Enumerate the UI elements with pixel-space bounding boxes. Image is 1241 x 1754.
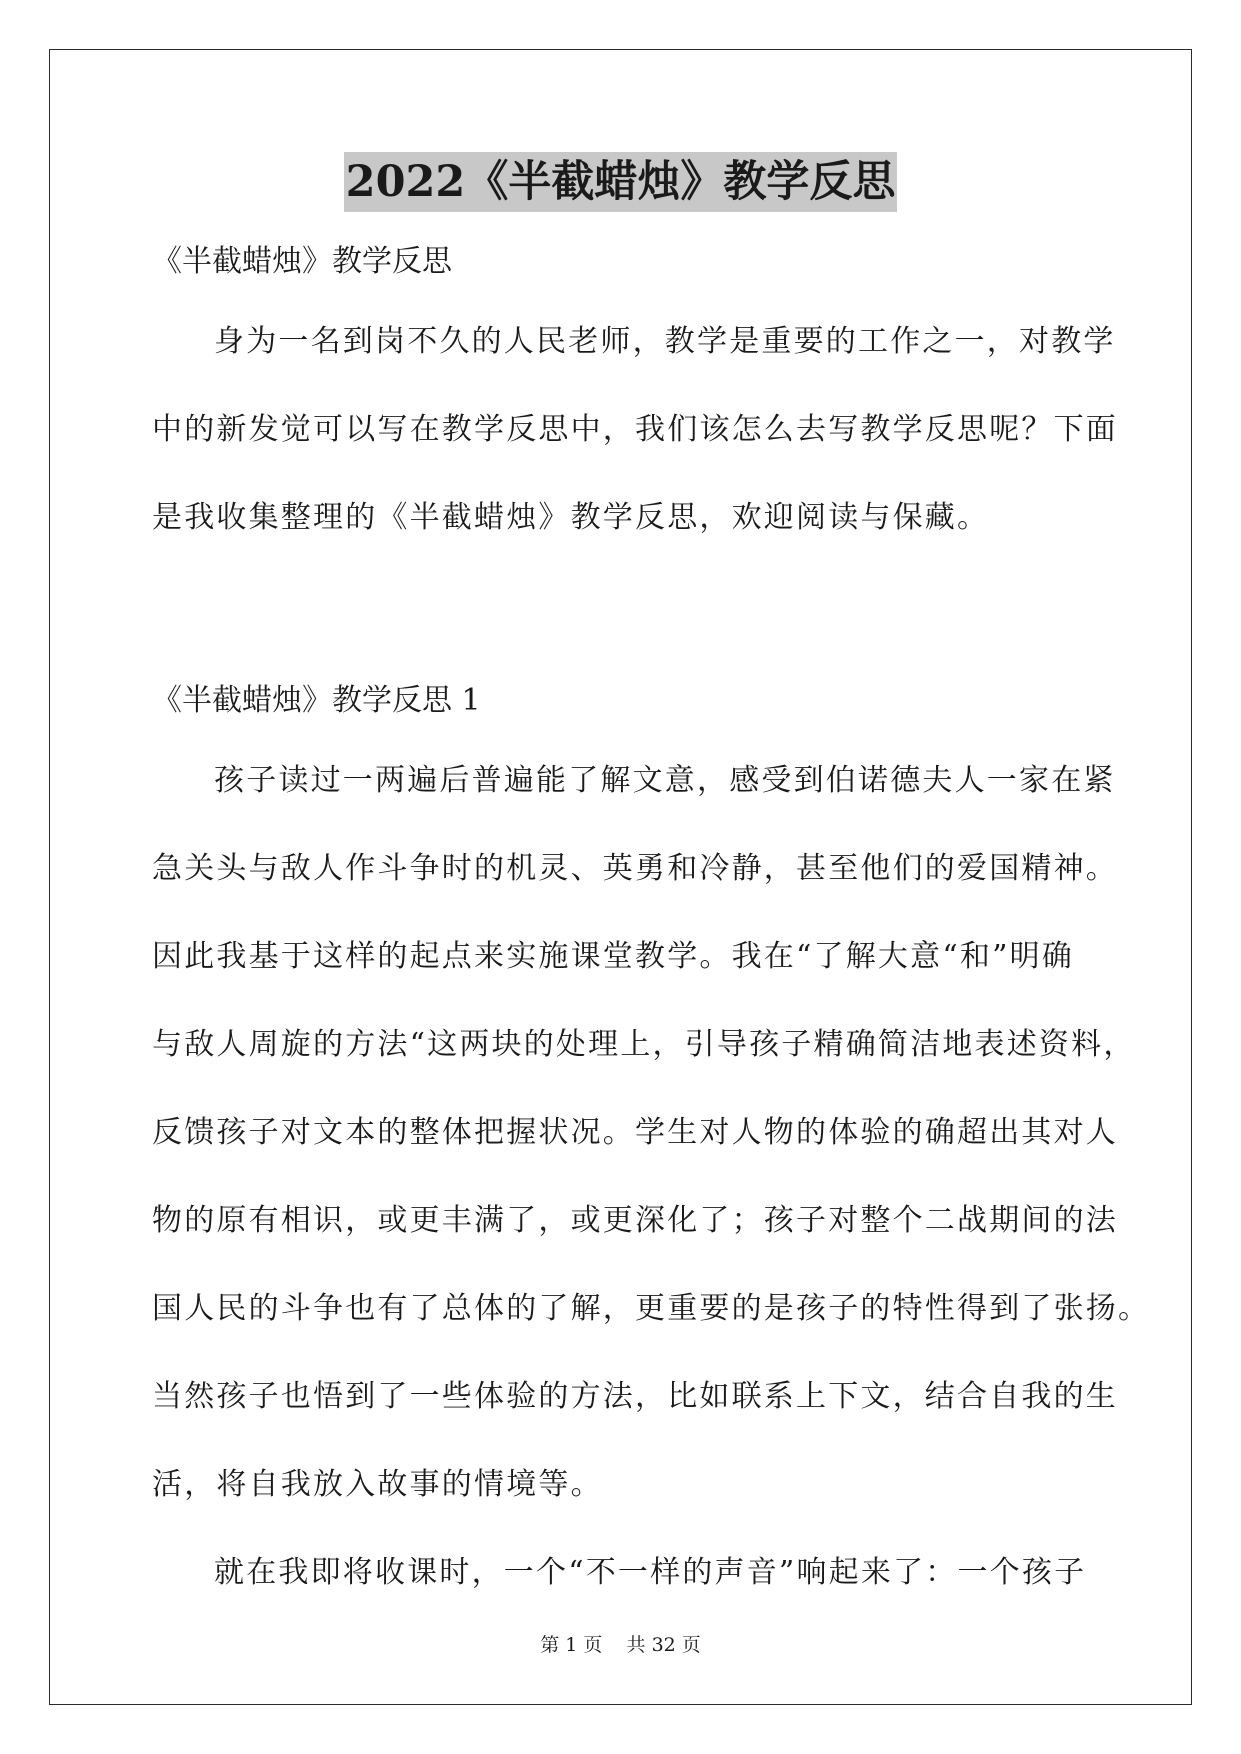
title-container — [0, 152, 1241, 212]
text-line: 孩子读过一两遍后普遍能了解文意，感受到伯诺德夫人一家在紧 — [214, 763, 1116, 798]
text-line: 中的新发觉可以写在教学反思中，我们该怎么去写教学反思呢？下面 — [152, 412, 1118, 447]
text-line: 反馈孩子对文本的整体把握状况。学生对人物的体验的确超出其对人 — [152, 1115, 1118, 1150]
text-line: 是我收集整理的《半截蜡烛》教学反思，欢迎阅读与保藏。 — [152, 500, 990, 535]
document-title: 2022《半截蜡烛》教学反思 — [344, 152, 898, 212]
text-line: 当然孩子也悟到了一些体验的方法，比如联系上下文，结合自我的生 — [152, 1379, 1118, 1414]
intro-paragraph — [152, 317, 1118, 581]
text-line: 国人民的斗争也有了总体的了解，更重要的是孩子的特性得到了张扬。 — [152, 1291, 1151, 1326]
text-line: 物的原有相识，或更丰满了，或更深化了；孩子对整个二战期间的法 — [152, 1203, 1118, 1238]
text-line: 活，将自我放入故事的情境等。 — [152, 1467, 603, 1502]
page-footer: 第 1 页 共 32 页 — [540, 1634, 701, 1656]
text-line: 与敌人周旋的方法“这两块的处理上，引导孩子精确简洁地表述资料， — [152, 1027, 1136, 1062]
section-paragraph — [152, 756, 1151, 1636]
section-heading: 《半截蜡烛》教学反思 1 — [152, 683, 481, 718]
text-line: 就在我即将收课时，一个“不一样的声音”响起来了：一个孩子 — [214, 1555, 1087, 1590]
document-subtitle: 《半截蜡烛》教学反思 — [152, 244, 452, 279]
text-line: 因此我基于这样的起点来实施课堂教学。我在“了解大意“和”明确 — [152, 939, 1075, 974]
text-line: 身为一名到岗不久的人民老师，教学是重要的工作之一，对教学 — [214, 324, 1116, 359]
text-line: 急关头与敌人作斗争时的机灵、英勇和冷静，甚至他们的爱国精神。 — [152, 851, 1118, 886]
